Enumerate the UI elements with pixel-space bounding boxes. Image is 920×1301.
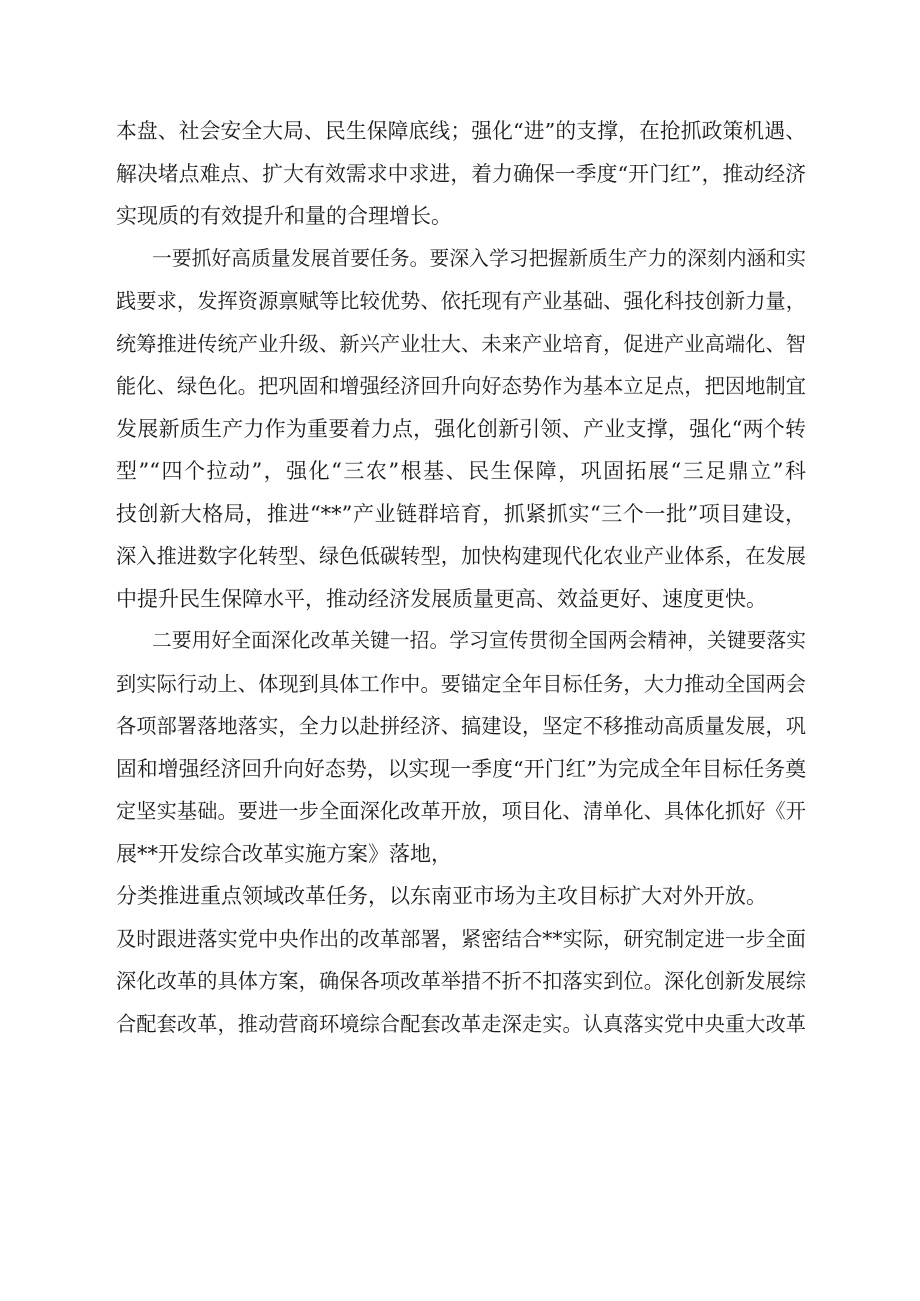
text-line: 技创新大格局，推进“**”产业链群培育，抓紧抓实“三个一批”项目建设， [116,501,806,526]
text-line: 践要求，发挥资源禀赋等比较优势、依托现有产业基础、强化科技创新力量， [116,289,806,313]
text-line: 中提升民生保障水平，推动经济发展质量更高、效益更好、速度更快。 [116,586,767,611]
body-text [116,110,806,1045]
text-line: 深化改革的具体方案，确保各项改革举措不折不扣落实到位。深化创新发展综 [116,969,806,993]
text-line: 定坚实基础。要进一步全面深化改革开放，项目化、清单化、具体化抓好《开 [116,799,806,823]
text-line: 发展新质生产力作为重要着力点，强化创新引领、产业支撑，强化“两个转 [116,416,806,441]
text-line: 本盘、社会安全大局、民生保障底线；强化“进”的支撑，在抢抓政策机遇、 [116,119,806,143]
text-line: 解决堵点难点、扩大有效需求中求进，着力确保一季度“开门红”，推动经济 [116,161,806,186]
text-line: 各项部署落地落实，全力以赴拼经济、搞建设，坚定不移推动高质量发展，巩 [116,714,806,738]
text-line: 能化、绿色化。把巩固和增强经济回升向好态势作为基本立足点，把因地制宜 [116,374,806,398]
text-line: 分类推进重点领域改革任务，以东南亚市场为主攻目标扩大对外开放。 [116,884,767,908]
paragraph-first-line: 一要抓好高质量发展首要任务。要深入学习把握新质生产力的深刻内涵和实 [152,246,806,270]
text-line: 及时跟进落实党中央作出的改革部署，紧密结合**实际，研究制定进一步全面 [116,926,806,951]
text-line: 实现质的有效提升和量的合理增长。 [116,204,452,228]
text-line: 到实际行动上、体现到具体工作中。要锚定全年目标任务，大力推动全国两会 [116,671,806,696]
text-line: 深入推进数字化转型、绿色低碳转型，加快构建现代化农业产业体系，在发展 [116,544,806,568]
text-line: 展**开发综合改革实施方案》落地， [116,841,452,866]
text-line: 固和增强经济回升向好态势，以实现一季度“开门红”为完成全年目标任务奠 [116,756,806,781]
text-line: 合配套改革，推动营商环境综合配套改革走深走实。认真落实党中央重大改革 [116,1011,806,1036]
text-line: 型”“四个拉动”，强化“三农”根基、民生保障，巩固拓展“三足鼎立”科 [116,459,806,483]
paragraph-first-line: 二要用好全面深化改革关键一招。学习宣传贯彻全国两会精神，关键要落实 [152,629,806,652]
text-line: 统筹推进传统产业升级、新兴产业壮大、未来产业培育，促进产业高端化、智 [116,331,806,356]
